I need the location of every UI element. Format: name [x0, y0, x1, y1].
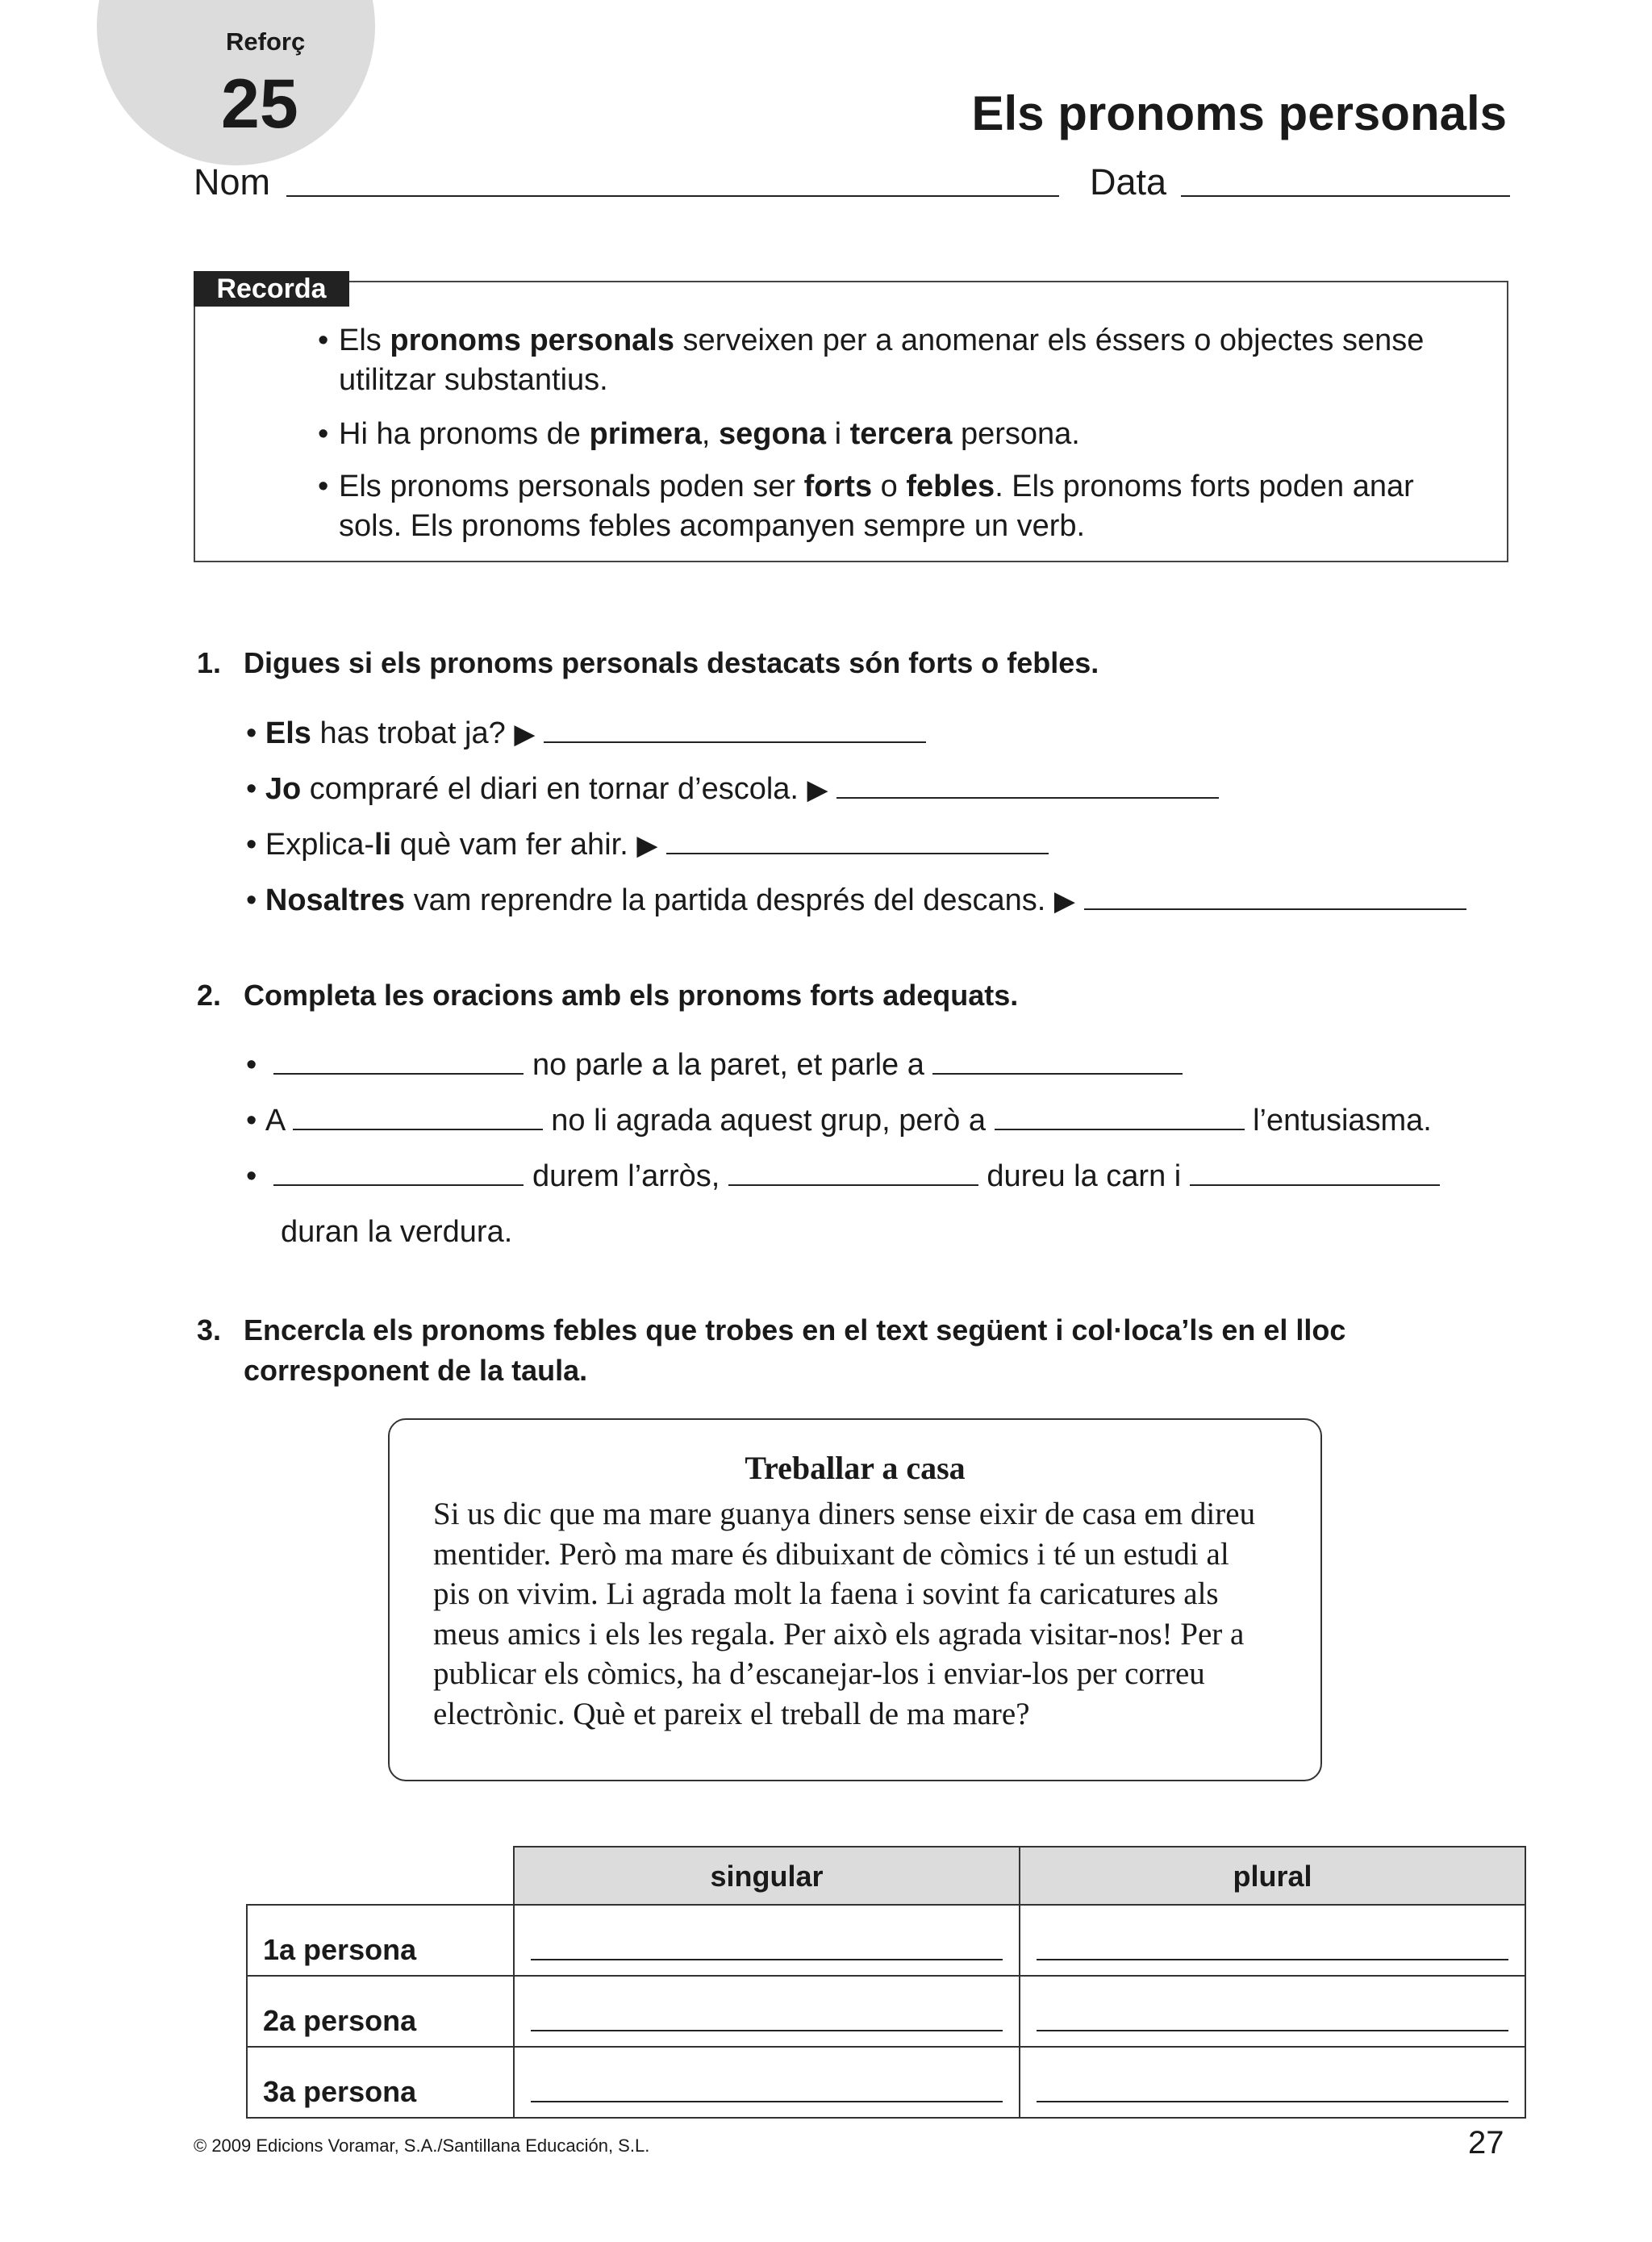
table-cell: [1019, 1975, 1526, 2048]
answer-blank[interactable]: [273, 1184, 524, 1186]
answer-blank[interactable]: [1084, 908, 1466, 910]
table-cell: [513, 1904, 1020, 1977]
name-label: Nom: [194, 161, 271, 202]
arrow-right-icon: ▶: [807, 774, 828, 805]
answer-blank[interactable]: [666, 852, 1049, 854]
exercise-2-item: • A no li agrada aquest grup, però a l’entusiasma.: [246, 1104, 1432, 1138]
bullet-icon: •: [246, 828, 265, 862]
answer-blank[interactable]: [531, 2101, 1003, 2102]
answer-blank[interactable]: [728, 1184, 978, 1186]
bullet-icon: •: [246, 716, 265, 750]
table-row-header: 2a persona: [246, 1975, 515, 2048]
bullet-icon: •: [318, 417, 329, 451]
table-row-header: 3a persona: [246, 2046, 515, 2119]
unit-number: 25: [221, 65, 298, 143]
bullet-icon: •: [246, 883, 265, 917]
recorda-bullet: • Els pronoms personals serveixen per a anomenar els éssers o objectes sense utilitzar substantius.: [339, 321, 1484, 400]
bullet-icon: •: [246, 1159, 265, 1193]
exercise-2-item: • no parle a la paret, et parle a: [246, 1046, 1183, 1084]
answer-blank[interactable]: [293, 1128, 543, 1130]
table-header-singular: singular: [513, 1846, 1020, 1906]
bullet-icon: •: [318, 324, 329, 357]
answer-blank[interactable]: [1037, 1959, 1508, 1960]
table-header-plural: plural: [1019, 1846, 1526, 1906]
table-cell: [513, 2046, 1020, 2119]
answer-blank[interactable]: [273, 1072, 524, 1075]
copyright-notice: © 2009 Edicions Voramar, S.A./Santillana Educación, S.L.: [194, 2136, 650, 2156]
table-cell: [513, 1975, 1020, 2048]
exercise-1-item: • Els has trobat ja? ▶: [246, 714, 926, 754]
answer-blank[interactable]: [1037, 2101, 1508, 2102]
bullet-icon: •: [246, 1104, 265, 1138]
answer-blank[interactable]: [531, 2030, 1003, 2031]
date-label: Data: [1090, 161, 1167, 202]
bullet-icon: •: [246, 772, 265, 806]
answer-blank[interactable]: [1190, 1184, 1440, 1186]
date-field[interactable]: [1181, 195, 1510, 197]
page-title: Els pronoms personals: [971, 86, 1507, 140]
answer-blank[interactable]: [544, 741, 926, 743]
recorda-bullet: • Els pronoms personals poden ser forts o febles. Els pronoms forts poden anar sols. Els pronoms febles acompanyen sempre un verb.: [339, 467, 1484, 546]
reading-title: Treballar a casa: [745, 1450, 966, 1486]
reading-text: Si us dic que ma mare guanya diners sense eixir de casa em direu mentider. Però ma mare és dibuixant de còmics i té un estudi al pis on vivim. Li agrada molt la faena i sovint fa caricatures als meus amics i els les regala. Per això els agrada visitar-nos! Per a publicar els còmics, ha d’escanejar-los i enviar-los per correu electrònic. Què et pareix el treball de ma mare?: [433, 1497, 1256, 1731]
table-cell: [1019, 1904, 1526, 1977]
name-field[interactable]: [286, 195, 1059, 197]
recorda-bullet: • Hi ha pronoms de primera, segona i tercera persona.: [339, 415, 1484, 454]
exercise-3-instruction: 3. Encercla els pronoms febles que trobes en el text següent i col·loca’ls en el lloc corresponent de la taula.: [197, 1313, 1346, 1387]
exercise-1-item: • Explica-li què vam fer ahir. ▶: [246, 825, 1049, 865]
bullet-icon: •: [246, 1048, 265, 1082]
exercise-2-item: • durem l’arròs, dureu la carn i: [246, 1157, 1440, 1196]
answer-blank[interactable]: [932, 1072, 1183, 1075]
table-cell: [1019, 2046, 1526, 2119]
answer-blank[interactable]: [1037, 2030, 1508, 2031]
exercise-1-item: • Jo compraré el diari en tornar d’escola. ▶: [246, 770, 1219, 809]
table-row-header: 1a persona: [246, 1904, 515, 1977]
arrow-right-icon: ▶: [1053, 886, 1076, 916]
answer-blank[interactable]: [836, 796, 1219, 799]
answer-blank[interactable]: [531, 1959, 1003, 1960]
exercise-2-instruction: 2. Completa les oracions amb els pronoms forts adequats.: [197, 979, 1019, 1012]
arrow-right-icon: ▶: [514, 719, 536, 749]
exercise-1-item: • Nosaltres vam reprendre la partida després del descans. ▶: [246, 881, 1466, 921]
exercise-2-continuation: duran la verdura.: [281, 1215, 513, 1249]
section-label: Reforç: [226, 27, 306, 56]
page-number: 27: [1468, 2125, 1504, 2161]
bullet-icon: •: [318, 470, 329, 503]
answer-blank[interactable]: [995, 1128, 1245, 1130]
exercise-1-instruction: 1. Digues si els pronoms personals destacats són forts o febles.: [197, 646, 1099, 679]
recorda-tab: Recorda: [194, 271, 349, 307]
arrow-right-icon: ▶: [636, 830, 658, 861]
